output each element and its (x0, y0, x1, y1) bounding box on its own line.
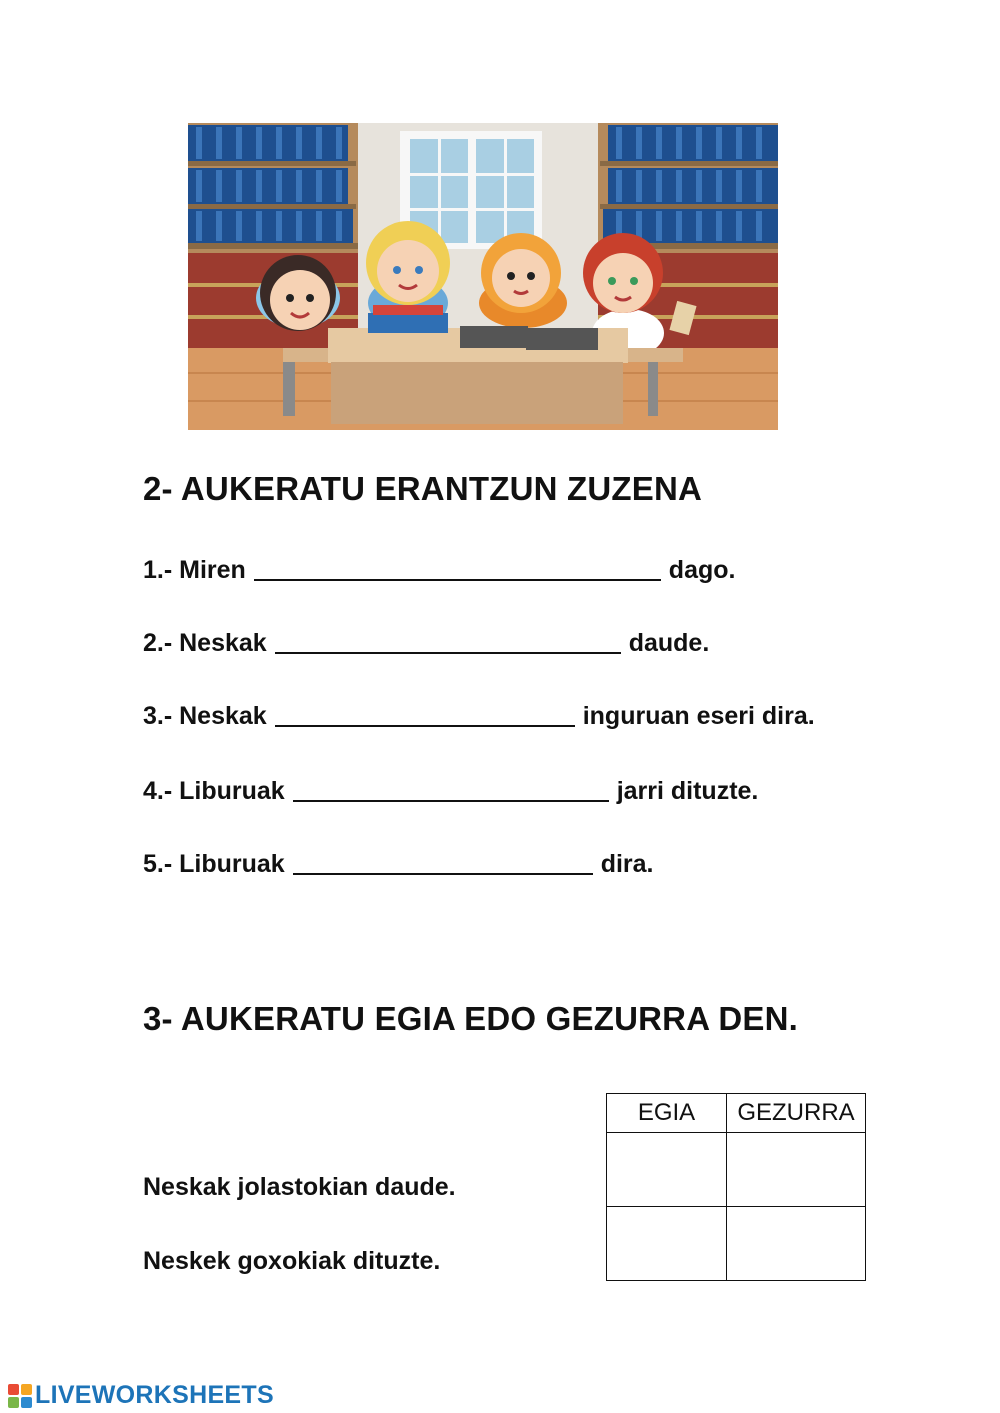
true-false-table (606, 1093, 866, 1281)
question-2 (143, 629, 709, 658)
question-4-suffix: jarri dituzte. (616, 777, 759, 805)
answer-blank-4[interactable] (293, 800, 609, 802)
header-gezurra: GEZURRA (727, 1094, 866, 1133)
question-3-suffix: inguruan eseri dira. (582, 702, 815, 730)
question-2-suffix: daude. (628, 629, 710, 657)
logo-icon (8, 1384, 32, 1408)
question-1-prefix: 1.- Miren (143, 556, 246, 584)
question-4 (143, 777, 758, 806)
answer-cell-2-gezurra[interactable] (727, 1207, 866, 1281)
header-egia: EGIA (607, 1094, 727, 1133)
question-3 (143, 702, 815, 731)
question-5 (143, 850, 653, 879)
question-5-suffix: dira. (600, 850, 654, 878)
answer-cell-1-gezurra[interactable] (727, 1133, 866, 1207)
library-illustration (188, 123, 778, 430)
answer-cell-1-egia[interactable] (607, 1133, 727, 1207)
question-1-suffix: dago. (668, 556, 736, 584)
question-5-prefix: 5.- Liburuak (143, 850, 285, 878)
statement-2: Neskek goxokiak dituzte. (143, 1247, 441, 1275)
section2-title: 2- AUKERATU ERANTZUN ZUZENA (143, 470, 703, 507)
answer-cell-2-egia[interactable] (607, 1207, 727, 1281)
question-1 (143, 556, 735, 585)
question-4-prefix: 4.- Liburuak (143, 777, 285, 805)
answer-blank-5[interactable] (293, 873, 593, 875)
question-3-prefix: 3.- Neskak (143, 702, 267, 730)
section3-title: 3- AUKERATU EGIA EDO GEZURRA DEN. (143, 1000, 799, 1037)
answer-blank-2[interactable] (275, 652, 621, 654)
liveworksheets-logo (8, 1381, 274, 1410)
answer-blank-3[interactable] (275, 725, 575, 727)
statement-1: Neskak jolastokian daude. (143, 1173, 456, 1201)
logo-text: LIVEWORKSHEETS (35, 1381, 274, 1409)
question-2-prefix: 2.- Neskak (143, 629, 267, 657)
answer-blank-1[interactable] (254, 579, 661, 581)
